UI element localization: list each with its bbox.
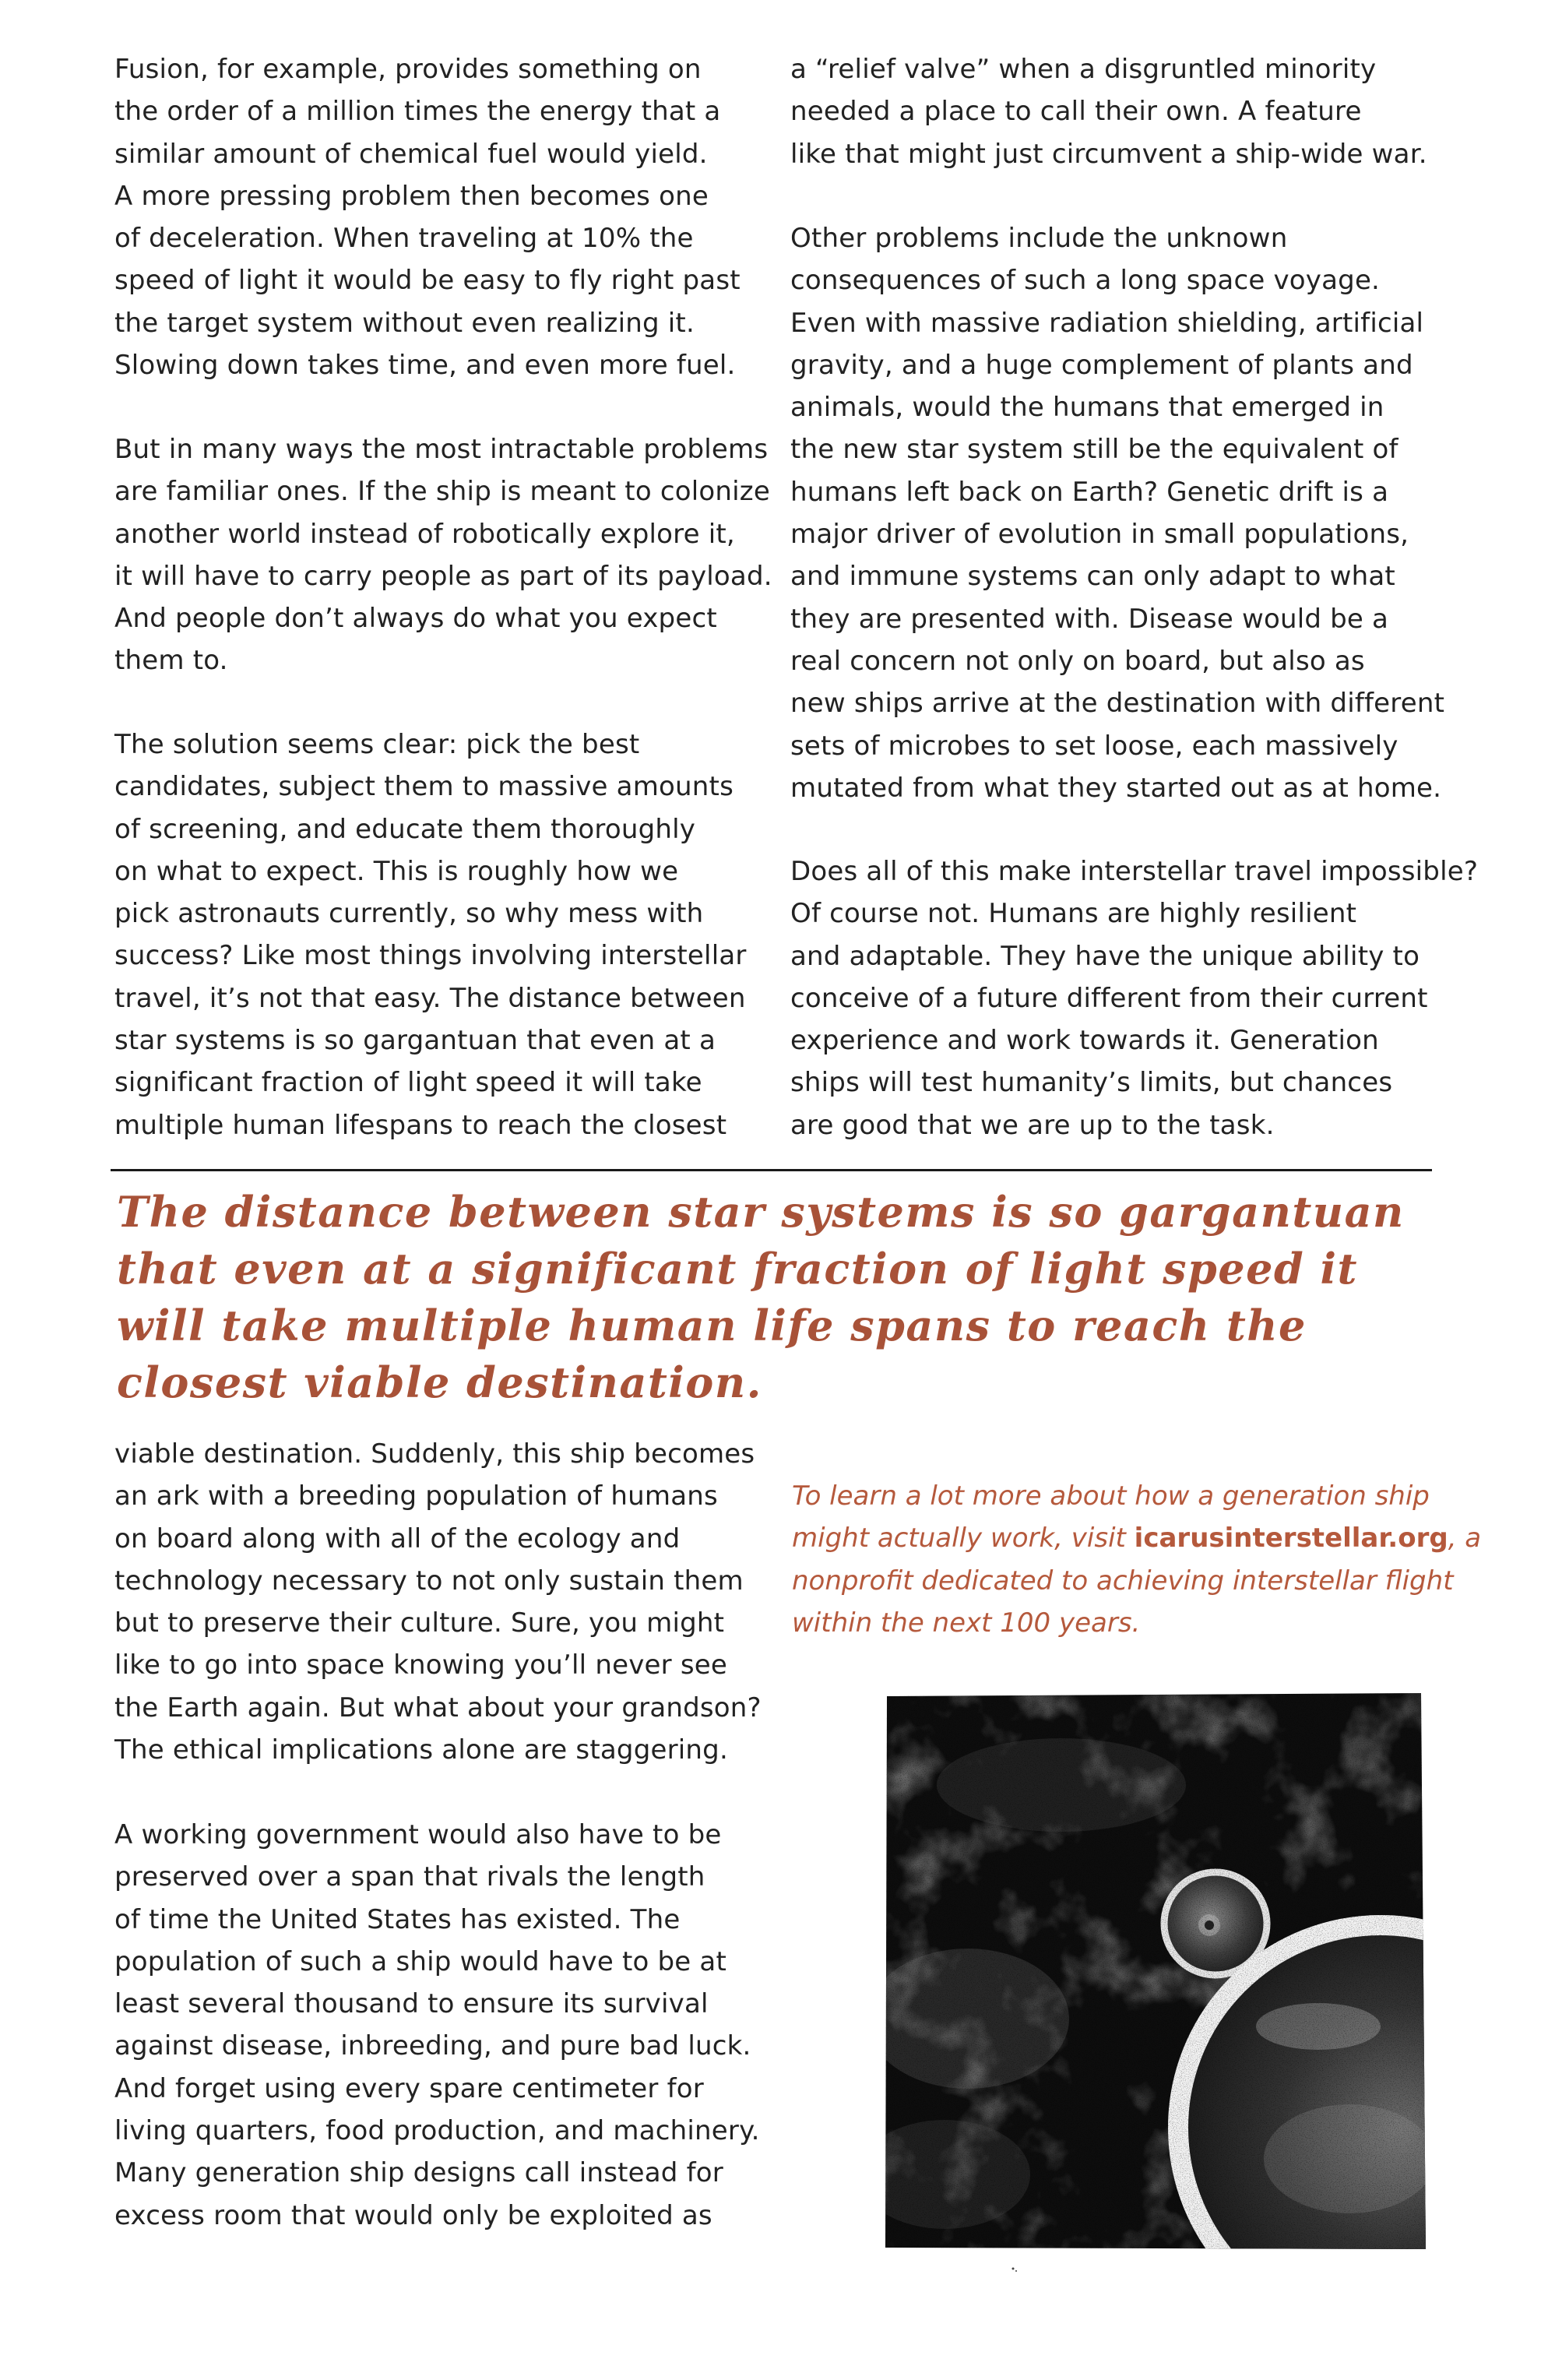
text-line: speed of light it would be easy to fly right past — [114, 265, 741, 297]
text-line: like to go into space knowing you’ll never see — [114, 1649, 727, 1681]
text-line: on board along with all of the ecology and — [114, 1523, 681, 1554]
text-line: star systems is so gargantuan that even at a — [114, 1025, 716, 1057]
pull-quote-line: closest viable destination. — [117, 1357, 762, 1407]
text-line: are good that we are up to the task. — [790, 1109, 1275, 1141]
text-line: And forget using every spare centimeter for — [114, 2072, 704, 2104]
text-line: new ships arrive at the destination with different — [790, 688, 1445, 720]
note-text: , a — [1448, 1523, 1482, 1554]
text-line: success? Like most things involving interstellar — [114, 940, 747, 972]
note-line — [792, 1517, 1482, 1559]
text-line: A more pressing problem then becomes one — [114, 180, 709, 212]
text-line: another world instead of robotically explore it, — [114, 518, 735, 550]
text-line: gravity, and a huge complement of plants and — [790, 349, 1413, 381]
text-line: least several thousand to ensure its survival — [114, 1988, 709, 2020]
space-illustration — [882, 1692, 1427, 2252]
text-line: a “relief valve” when a disgruntled minority — [790, 54, 1377, 85]
right-paragraph-3 — [790, 850, 1479, 1146]
text-line: technology necessary to not only sustain them — [114, 1565, 744, 1597]
text-line: it will have to carry people as part of its payload. — [114, 560, 772, 592]
text-line: Fusion, for example, provides something on — [114, 54, 702, 85]
pull-quote — [117, 1184, 1441, 1411]
text-line: Of course not. Humans are highly resilient — [790, 898, 1357, 930]
text-line: the order of a million times the energy that a — [114, 96, 721, 128]
text-line: needed a place to call their own. A feature — [790, 96, 1362, 128]
text-line: pick astronauts currently, so why mess with — [114, 898, 704, 930]
pull-quote-line: will take multiple human life spans to reach the — [117, 1301, 1307, 1350]
text-line: of time the United States has existed. The — [114, 1903, 681, 1935]
left-paragraph-2 — [114, 428, 772, 682]
pull-quote-line: The distance between star systems is so gargantuan — [117, 1187, 1405, 1237]
text-line: them to. — [114, 645, 228, 677]
text-line: like that might just circumvent a ship-wide war. — [790, 138, 1427, 170]
right-paragraph-2 — [790, 217, 1452, 809]
note-line: nonprofit dedicated to achieving interstellar flight — [792, 1565, 1454, 1597]
text-line: preserved over a span that rivals the length — [114, 1861, 705, 1893]
text-line: multiple human lifespans to reach the closest — [114, 1109, 727, 1141]
text-line: of deceleration. When traveling at 10% the — [114, 223, 694, 255]
text-line: real concern not only on board, but also as — [790, 645, 1365, 677]
text-line: animals, would the humans that emerged in — [790, 392, 1384, 424]
note-line: To learn a lot more about how a generation ship — [792, 1480, 1430, 1512]
text-line: are familiar ones. If the ship is meant to colonize — [114, 476, 770, 508]
pull-quote-line: that even at a significant fraction of light speed it — [117, 1244, 1358, 1294]
left-paragraph-1 — [114, 48, 761, 386]
text-line: ships will test humanity’s limits, but chances — [790, 1067, 1393, 1099]
text-line: the target system without even realizing it. — [114, 307, 695, 339]
text-line: Slowing down takes time, and even more fuel. — [114, 350, 736, 382]
text-line: The solution seems clear: pick the best — [114, 729, 640, 760]
text-line: significant fraction of light speed it will take — [114, 1067, 702, 1099]
text-line: A working government would also have to be — [114, 1819, 722, 1850]
text-line: experience and work towards it. Generation — [790, 1025, 1379, 1057]
text-line: Other problems include the unknown — [790, 223, 1288, 254]
text-line: against disease, inbreeding, and pure bad luck. — [114, 2030, 751, 2062]
note-line: within the next 100 years. — [792, 1607, 1141, 1639]
text-line: on what to expect. This is roughly how we — [114, 855, 679, 887]
text-line: sets of microbes to set loose, each massively — [790, 730, 1398, 762]
section-divider — [111, 1169, 1432, 1171]
text-line: viable destination. Suddenly, this ship becomes — [114, 1438, 755, 1470]
right-paragraph-1 — [790, 48, 1452, 175]
text-line: Does all of this make interstellar travel impossible? — [790, 856, 1479, 887]
text-line: they are presented with. Disease would be a — [790, 603, 1389, 635]
text-line: The ethical implications alone are staggering. — [114, 1734, 728, 1766]
text-line: the new star system still be the equivalent of — [790, 434, 1398, 466]
text-line: conceive of a future different from their current — [790, 982, 1428, 1014]
text-line: Many generation ship designs call instead for — [114, 2157, 723, 2189]
left-paragraph-4 — [114, 1433, 761, 1771]
text-line: Even with massive radiation shielding, artificial — [790, 307, 1424, 339]
text-line: candidates, subject them to massive amounts — [114, 771, 734, 803]
text-line: an ark with a breeding population of humans — [114, 1480, 718, 1512]
note-text: might actually work, visit — [792, 1523, 1135, 1554]
text-line: mutated from what they started out as at home. — [790, 772, 1442, 804]
text-line: But in many ways the most intractable problems — [114, 434, 769, 465]
text-line: but to preserve their culture. Sure, you might — [114, 1607, 725, 1639]
text-line: of screening, and educate them thoroughly — [114, 813, 696, 845]
text-line: travel, it’s not that easy. The distance between — [114, 982, 746, 1014]
left-paragraph-5 — [114, 1814, 761, 2237]
ink-speck — [1011, 2266, 1019, 2274]
text-line: major driver of evolution in small populations, — [790, 519, 1409, 551]
text-line: humans left back on Earth? Genetic drift is a — [790, 476, 1389, 508]
text-line: similar amount of chemical fuel would yield. — [114, 138, 708, 170]
text-line: and immune systems can only adapt to what — [790, 561, 1395, 593]
website-link[interactable]: icarusinterstellar.org — [1134, 1523, 1448, 1554]
text-line: living quarters, food production, and machinery. — [114, 2115, 760, 2147]
text-line: the Earth again. But what about your grandson? — [114, 1692, 762, 1723]
text-line: and adaptable. They have the unique ability to — [790, 940, 1420, 972]
text-line: consequences of such a long space voyage. — [790, 265, 1381, 297]
text-line: excess room that would only be exploited as — [114, 2199, 712, 2231]
text-line: population of such a ship would have to be at — [114, 1945, 727, 1977]
text-line: And people don’t always do what you expect — [114, 603, 717, 635]
left-paragraph-3 — [114, 724, 761, 1146]
sidebar-note — [792, 1475, 1482, 1644]
